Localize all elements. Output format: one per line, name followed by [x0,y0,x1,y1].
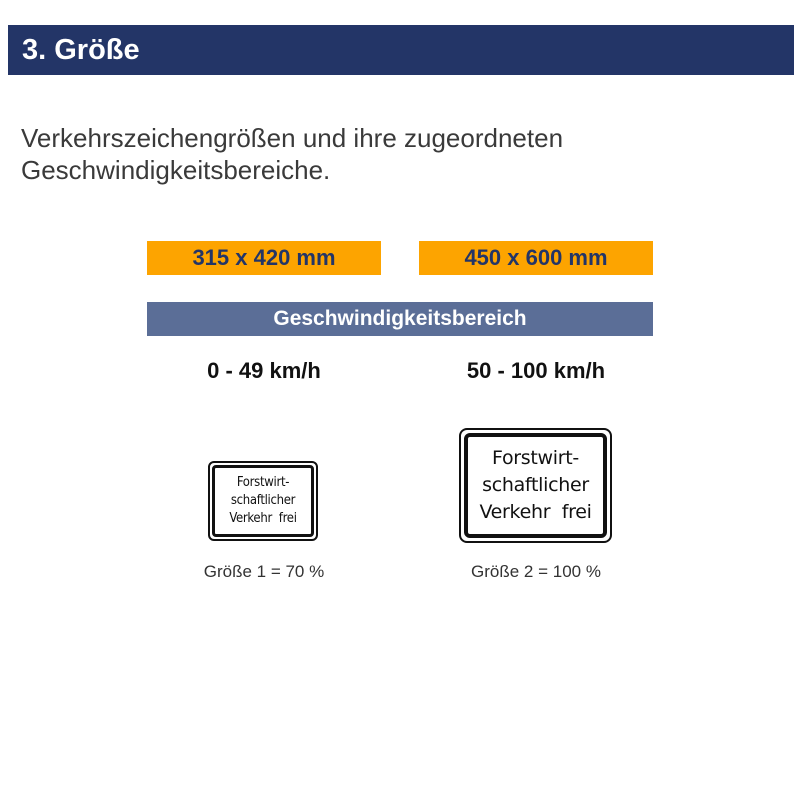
traffic-sign-small [208,461,318,541]
speed-range-2: 50 - 100 km/h [466,358,606,383]
size-caption-2: Größe 2 = 100 % [471,562,601,581]
speed-range-1: 0 - 49 km/h [207,358,321,383]
sign-line-2: schaftlicher [482,474,589,496]
speed-range-header: Geschwindigkeitsbereich [147,302,653,336]
intro-line-1: Verkehrszeichengrößen und ihre zugeordneten [21,123,564,153]
sign-line-1: Forstwirt- [492,447,579,469]
traffic-sign-large [459,428,612,543]
size-box-1: 315 x 420 mm [147,241,381,275]
sign-line-2: schaftlicher [230,493,296,508]
sign-inner-border [212,465,314,537]
size-caption-1: Größe 1 = 70 % [203,562,325,581]
header-bar [8,25,794,75]
intro-text [21,122,721,186]
sign-inner-border [464,433,607,538]
page-title: 3. Größe [22,34,140,66]
intro-line-2: Geschwindigkeitsbereiche. [21,155,331,185]
sign-line-1: Forstwirt- [236,475,290,490]
sign-line-3: Verkehr frei [479,501,592,523]
size-box-2: 450 x 600 mm [419,241,653,275]
sign-line-3: Verkehr frei [229,511,297,526]
